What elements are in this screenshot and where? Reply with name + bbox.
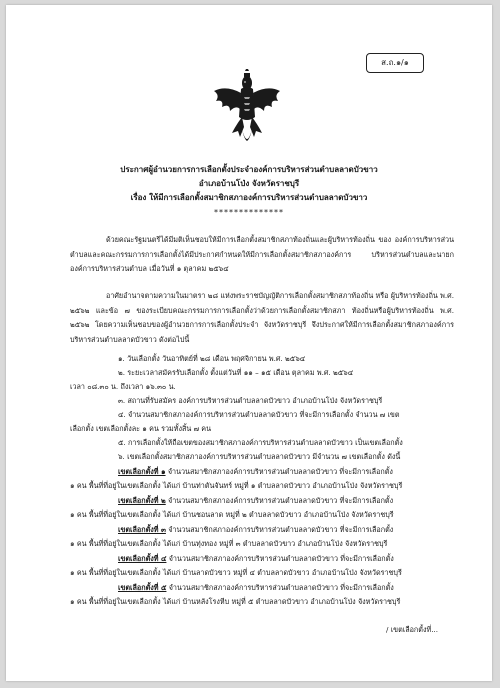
item-5: ๕. การเลือกตั้งให้ถือเขตของสมาชิกสภาองค์การบริหารส่วนตำบลลาดบัวขาว เป็นเขตเลือกตั้ง [118, 438, 403, 447]
zone-2-heading [118, 495, 393, 507]
zone-5-heading [118, 582, 394, 594]
garuda-emblem-icon [212, 69, 282, 151]
item-3: ๓. สถานที่รับสมัคร องค์การบริหารส่วนตำบลลาดบัวขาว อำเภอบ้านโป่ง จังหวัดราชบุรี [118, 396, 383, 405]
zone-2-title: เขตเลือกตั้งที่ ๒ [118, 496, 166, 505]
item-4-detail: เลือกตั้ง เขตเลือกตั้งละ ๑ คน รวมทั้งสิ้น ๗ คน [70, 424, 212, 433]
zone-5-title: เขตเลือกตั้งที่ ๕ [118, 583, 167, 592]
zone-1-heading [118, 466, 393, 478]
zone-3-detail: ๑ คน พื้นที่ที่อยู่ในเขตเลือกตั้ง ได้แก่ บ้านทุ่งทอง หมู่ที่ ๓ ตำบลลาดบัวขาว อำเภอบ้านโป่ง จังหวัดราชบุรี [70, 539, 388, 548]
zone-4-detail: ๑ คน พื้นที่ที่อยู่ในเขตเลือกตั้ง ได้แก่ บ้านลาดบัวขาว หมู่ที่ ๔ ตำบลลาดบัวขาว อำเภอบ้านโป่ง จังหวัดราชบุรี [70, 568, 402, 577]
zone-4-heading [118, 553, 394, 565]
zone-3-heading [118, 524, 393, 536]
paragraph-2: อาศัยอำนาจตามความในมาตรา ๒๘ แห่งพระราชบัญญัติการเลือกตั้งสมาชิกสภาท้องถิ่น หรือ ผู้บริหารท้องถิ่น พ.ศ. ๒๕๖๒ และข้อ ๗ ของระเบียบคณะกรรมการการเลือกตั้งว่าด้วยการเลือกตั้งสมาชิกสภา ท้องถิ่นหรือผู้บริหารท้องถิ่น พ.ศ. ๒๕๖๒ โดยความเห็นชอบของผู้อำนวยการการเลือกตั้งประจำ จังหวัดราชบุรี จึงประกาศให้มีการเลือกตั้งสมาชิกสภาองค์การบริหารส่วนตำบลลาดบัวขาว ดังต่อไปนี้ [70, 291, 454, 344]
zone-4-title-rest: จำนวนสมาชิกสภาองค์การบริหารส่วนตำบลลาดบัวขาว ที่จะมีการเลือกตั้ง [166, 554, 394, 563]
zone-3-title-rest: จำนวนสมาชิกสภาองค์การบริหารส่วนตำบลลาดบัวขาว ที่จะมีการเลือกตั้ง [165, 525, 394, 534]
header-title-line-2: อำเภอบ้านโป่ง จังหวัดราชบุรี [198, 179, 300, 188]
item-2: ๒. ระยะเวลาสมัครรับเลือกตั้ง ตั้งแต่วันที่ ๑๑ – ๑๕ เดือน ตุลาคม พ.ศ. ๒๕๖๔ [118, 368, 354, 377]
zone-2-title-rest: จำนวนสมาชิกสภาองค์การบริหารส่วนตำบลลาดบัวขาว ที่จะมีการเลือกตั้ง [165, 496, 394, 505]
zone-1-detail: ๑ คน พื้นที่ที่อยู่ในเขตเลือกตั้ง ได้แก่ บ้านท่าตันจันทร์ หมู่ที่ ๑ ตำบลลาดบัวขาว อำเภอบ้านโป่ง จังหวัดราชบุรี [70, 481, 403, 490]
zone-3-title: เขตเลือกตั้งที่ ๓ [118, 525, 166, 534]
item-2-time: เวลา ๐๘.๓๐ น. ถึงเวลา ๑๖.๓๐ น. [70, 382, 176, 391]
item-4: ๔. จำนวนสมาชิกสภาองค์การบริหารส่วนตำบลลาดบัวขาว ที่จะมีการเลือกตั้ง จำนวน ๗ เขต [118, 410, 400, 419]
header-separator-stars: ************** [214, 208, 284, 217]
zone-1-title: เขตเลือกตั้งที่ ๑ [118, 467, 166, 476]
document-page [6, 5, 492, 681]
zone-5-detail: ๑ คน พื้นที่ที่อยู่ในเขตเลือกตั้ง ได้แก่ บ้านหลังโรงหีบ หมู่ที่ ๕ ตำบลลาดบัวขาว อำเภอบ้านโป่ง จังหวัดราชบุรี [70, 597, 401, 606]
zone-1-title-rest: จำนวนสมาชิกสภาองค์การบริหารส่วนตำบลลาดบัวขาว ที่จะมีการเลือกตั้ง [165, 467, 393, 476]
header-subject: เรื่อง ให้มีการเลือกตั้งสมาชิกสภาองค์การบริหารส่วนตำบลลาดบัวขาว [130, 193, 368, 202]
continuation-footer: / เขตเลือกตั้งที่... [386, 625, 439, 634]
item-1: ๑. วันเลือกตั้ง วันอาทิตย์ที่ ๒๘ เดือน พฤศจิกายน พ.ศ. ๒๕๖๔ [118, 354, 306, 363]
header-title-line-1: ประกาศผู้อำนวยการการเลือกตั้งประจำองค์การบริหารส่วนตำบลลาดบัวขาว [120, 165, 378, 174]
zone-4-title: เขตเลือกตั้งที่ ๔ [118, 554, 167, 563]
zone-2-detail: ๑ คน พื้นที่ที่อยู่ในเขตเลือกตั้ง ได้แก่ บ้านชอนลาด หมู่ที่ ๒ ตำบลลาดบัวขาว อำเภอบ้านโป่ง จังหวัดราชบุรี [70, 510, 394, 519]
document-code-box: ส.ถ.๑/๑ [366, 53, 424, 73]
item-6: ๖. เขตเลือกตั้งสมาชิกสภาองค์การบริหารส่วนตำบลลาดบัวขาว มีจำนวน ๗ เขตเลือกตั้ง ดังนี้ [118, 452, 401, 461]
zone-5-title-rest: จำนวนสมาชิกสภาองค์การบริหารส่วนตำบลลาดบัวขาว ที่จะมีการเลือกตั้ง [166, 583, 394, 592]
paragraph-1: ด้วยคณะรัฐมนตรีได้มีมติเห็นชอบให้มีการเลือกตั้งสมาชิกสภาท้องถิ่นและผู้บริหารท้องถิ่น ของ องค์การบริหารส่วนตำบลและคณะกรรมการการเลือกตั้งได้มีประกาศกำหนดให้มีการเลือกตั้งสมาชิกสภาองค์การ บริหารส่วนตำบลและนายกองค์การบริหารส่วนตำบล เมื่อวันที่ ๑ ตุลาคม ๒๕๖๔ [70, 235, 454, 273]
